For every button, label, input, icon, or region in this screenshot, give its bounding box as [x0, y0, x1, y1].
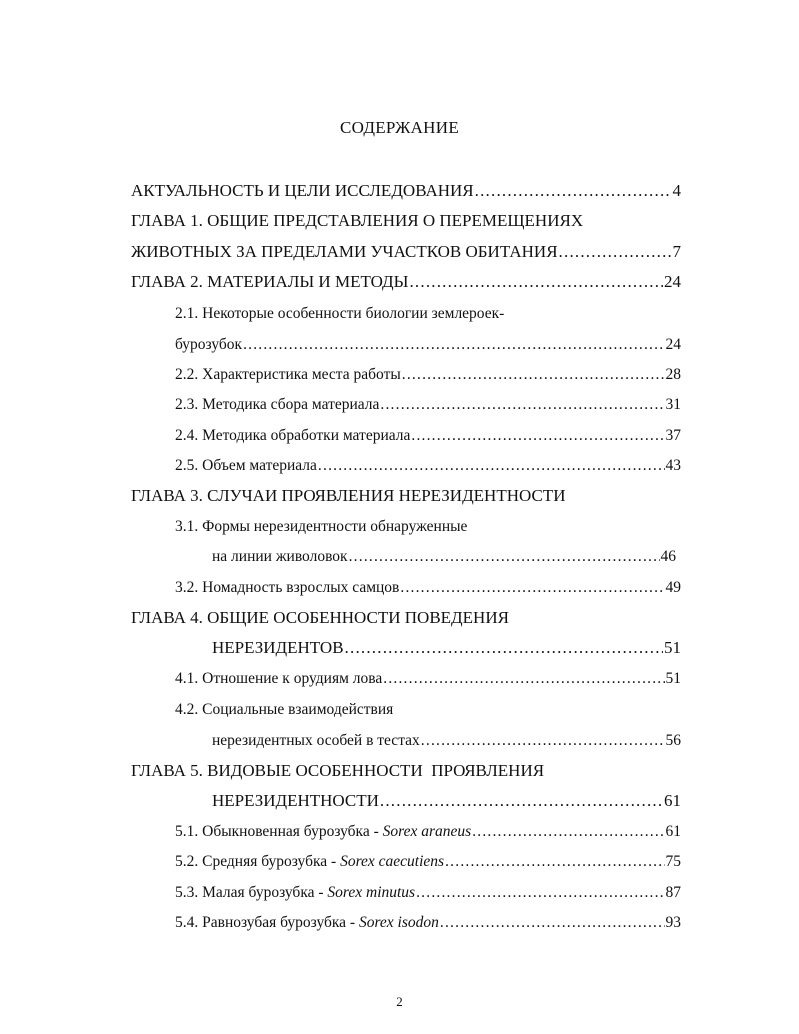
toc-entry-5-3: [175, 882, 681, 904]
toc-leader-dots: [440, 912, 665, 934]
toc-entry-2-5: [175, 455, 681, 477]
toc-entry-page: 87: [665, 884, 681, 901]
toc-entry-text: 2.5. Объем материала: [175, 457, 317, 474]
toc-leader-dots: [318, 455, 665, 477]
toc-leader-dots: [400, 577, 664, 599]
toc-entry-5-4: [175, 912, 681, 934]
toc-entry-page: 24: [664, 272, 681, 291]
toc-leader-dots: [383, 668, 664, 690]
toc-entry-page: 61: [665, 823, 681, 840]
toc-entry-text: ЖИВОТНЫХ ЗА ПРЕДЕЛАМИ УЧАСТКОВ ОБИТАНИЯ: [131, 242, 558, 261]
toc-entry-latin: Sorex araneus: [382, 823, 472, 840]
toc-leader-dots: [475, 180, 672, 202]
toc-entry-text: 4.1. Отношение к орудиям лова: [175, 670, 383, 687]
toc-entry-page: 43: [665, 457, 681, 474]
toc-entry-page: 51: [664, 638, 681, 657]
toc-entry-text: [175, 851, 444, 873]
toc-entry-chapter-1-cont: [131, 241, 681, 263]
toc-leader-dots: [243, 334, 664, 356]
toc-entry-text: ГЛАВА 1. ОБЩИЕ ПРЕДСТАВЛЕНИЯ О ПЕРЕМЕЩЕНИЯХ: [131, 211, 584, 230]
page-number: 2: [396, 994, 403, 1009]
toc-entry-text: 2.2. Характеристика места работы: [175, 366, 401, 383]
toc-entry-page: 51: [665, 670, 681, 687]
toc-entry-text: [175, 912, 439, 934]
toc-leader-dots: [402, 364, 665, 386]
toc-entry-page: 56: [665, 732, 681, 749]
toc-entry-page: 61: [664, 791, 681, 810]
toc-entry-text: 3.2. Номадность взрослых самцов: [175, 579, 400, 596]
toc-entry-text: нерезидентных особей в тестах: [212, 732, 420, 749]
toc-leader-dots: [411, 425, 664, 447]
toc-leader-dots: [445, 851, 664, 873]
toc-entry-page: 37: [665, 427, 681, 444]
toc-entry-chapter-5: [131, 760, 691, 782]
toc-entry-2-2: [175, 364, 681, 386]
toc-entry-4-2-cont: [212, 730, 681, 752]
toc-entry-page: 24: [665, 336, 681, 353]
toc-leader-dots: [409, 271, 663, 293]
toc-entry-text: ГЛАВА 4. ОБЩИЕ ОСОБЕННОСТИ ПОВЕДЕНИЯ: [131, 608, 509, 627]
toc-leader-dots: [421, 730, 665, 752]
toc-entry-page: 31: [665, 396, 681, 413]
toc-entry-chapter-4-cont: [212, 637, 681, 659]
toc-entry-latin: Sorex minutus: [327, 884, 416, 901]
toc-entry-text: 2.4. Методика обработки материала: [175, 427, 411, 444]
toc-entry-label: 5.1. Обыкновенная бурозубка -: [175, 823, 383, 840]
toc-leader-dots: [349, 546, 660, 568]
toc-entry-chapter-4: [131, 607, 691, 629]
toc-leader-dots: [380, 394, 664, 416]
toc-entry-label: 5.3. Малая бурозубка -: [175, 884, 328, 901]
toc-entry-text: АКТУАЛЬНОСТЬ И ЦЕЛИ ИССЛЕДОВАНИЯ: [131, 181, 474, 200]
toc-entry-label: 5.2. Средняя бурозубка -: [175, 853, 341, 870]
toc-entry-page: 4: [672, 181, 681, 200]
toc-entry-text: на линии живоловок: [212, 548, 348, 565]
toc-entry-text: ГЛАВА 2. МАТЕРИАЛЫ И МЕТОДЫ: [131, 272, 409, 291]
toc-entry-text: 3.1. Формы нерезидентности обнаруженные: [175, 518, 468, 535]
toc-entry-text: бурозубок: [175, 336, 243, 353]
toc-leader-dots: [559, 241, 672, 263]
toc-entry-label: 5.4. Равнозубая бурозубка -: [175, 914, 359, 931]
toc-entry-2-1: [175, 303, 675, 325]
toc-entry-2-4: [175, 425, 681, 447]
toc-entry-2-1-cont: [175, 334, 681, 356]
toc-entry-text: [175, 821, 471, 843]
page-title: СОДЕРЖАНИЕ: [339, 118, 460, 137]
toc-entry-page: 46: [660, 548, 676, 565]
toc-entry-chapter-3: [131, 485, 691, 507]
toc-entry-3-1-cont: [212, 546, 676, 568]
toc-entry-text: 4.2. Социальные взаимодействия: [175, 701, 394, 718]
toc-entry-5-2: [175, 851, 681, 873]
toc-entry-text: ГЛАВА 5. ВИДОВЫЕ ОСОБЕННОСТИ ПРОЯВЛЕНИЯ: [131, 761, 545, 780]
toc-entry-page: 28: [665, 366, 681, 383]
toc-leader-dots: [380, 790, 663, 812]
toc-entry-chapter-1: [131, 210, 691, 232]
toc-entry-page: 75: [665, 853, 681, 870]
toc-entry-page: 49: [665, 579, 681, 596]
toc-entry-chapter-2: [131, 271, 681, 293]
toc-entry-latin: Sorex caecutiens: [340, 853, 445, 870]
toc-entry-text: НЕРЕЗИДЕНТНОСТИ: [212, 791, 379, 810]
toc-entry-text: [175, 882, 415, 904]
toc-entry-text: НЕРЕЗИДЕНТОВ: [212, 638, 344, 657]
toc-entry-3-2: [175, 577, 681, 599]
toc-entry-page: 7: [672, 242, 681, 261]
toc-entry-page: 93: [665, 914, 681, 931]
toc-entry-relevance: [131, 180, 681, 202]
toc-entry-3-1: [175, 516, 675, 538]
toc-entry-5-1: [175, 821, 681, 843]
toc-entry-2-3: [175, 394, 681, 416]
toc-entry-text: 2.1. Некоторые особенности биологии землероек-: [175, 305, 505, 322]
toc-entry-text: 2.3. Методика сбора материала: [175, 396, 380, 413]
toc-entry-text: ГЛАВА 3. СЛУЧАИ ПРОЯВЛЕНИЯ НЕРЕЗИДЕНТНОСТИ: [131, 486, 566, 505]
toc-leader-dots: [345, 637, 663, 659]
toc-entry-chapter-5-cont: [212, 790, 681, 812]
toc-entry-4-1: [175, 668, 681, 690]
toc-leader-dots: [472, 821, 664, 843]
toc-leader-dots: [416, 882, 664, 904]
toc-entry-4-2: [175, 699, 675, 721]
toc-entry-latin: Sorex isodon: [358, 914, 439, 931]
